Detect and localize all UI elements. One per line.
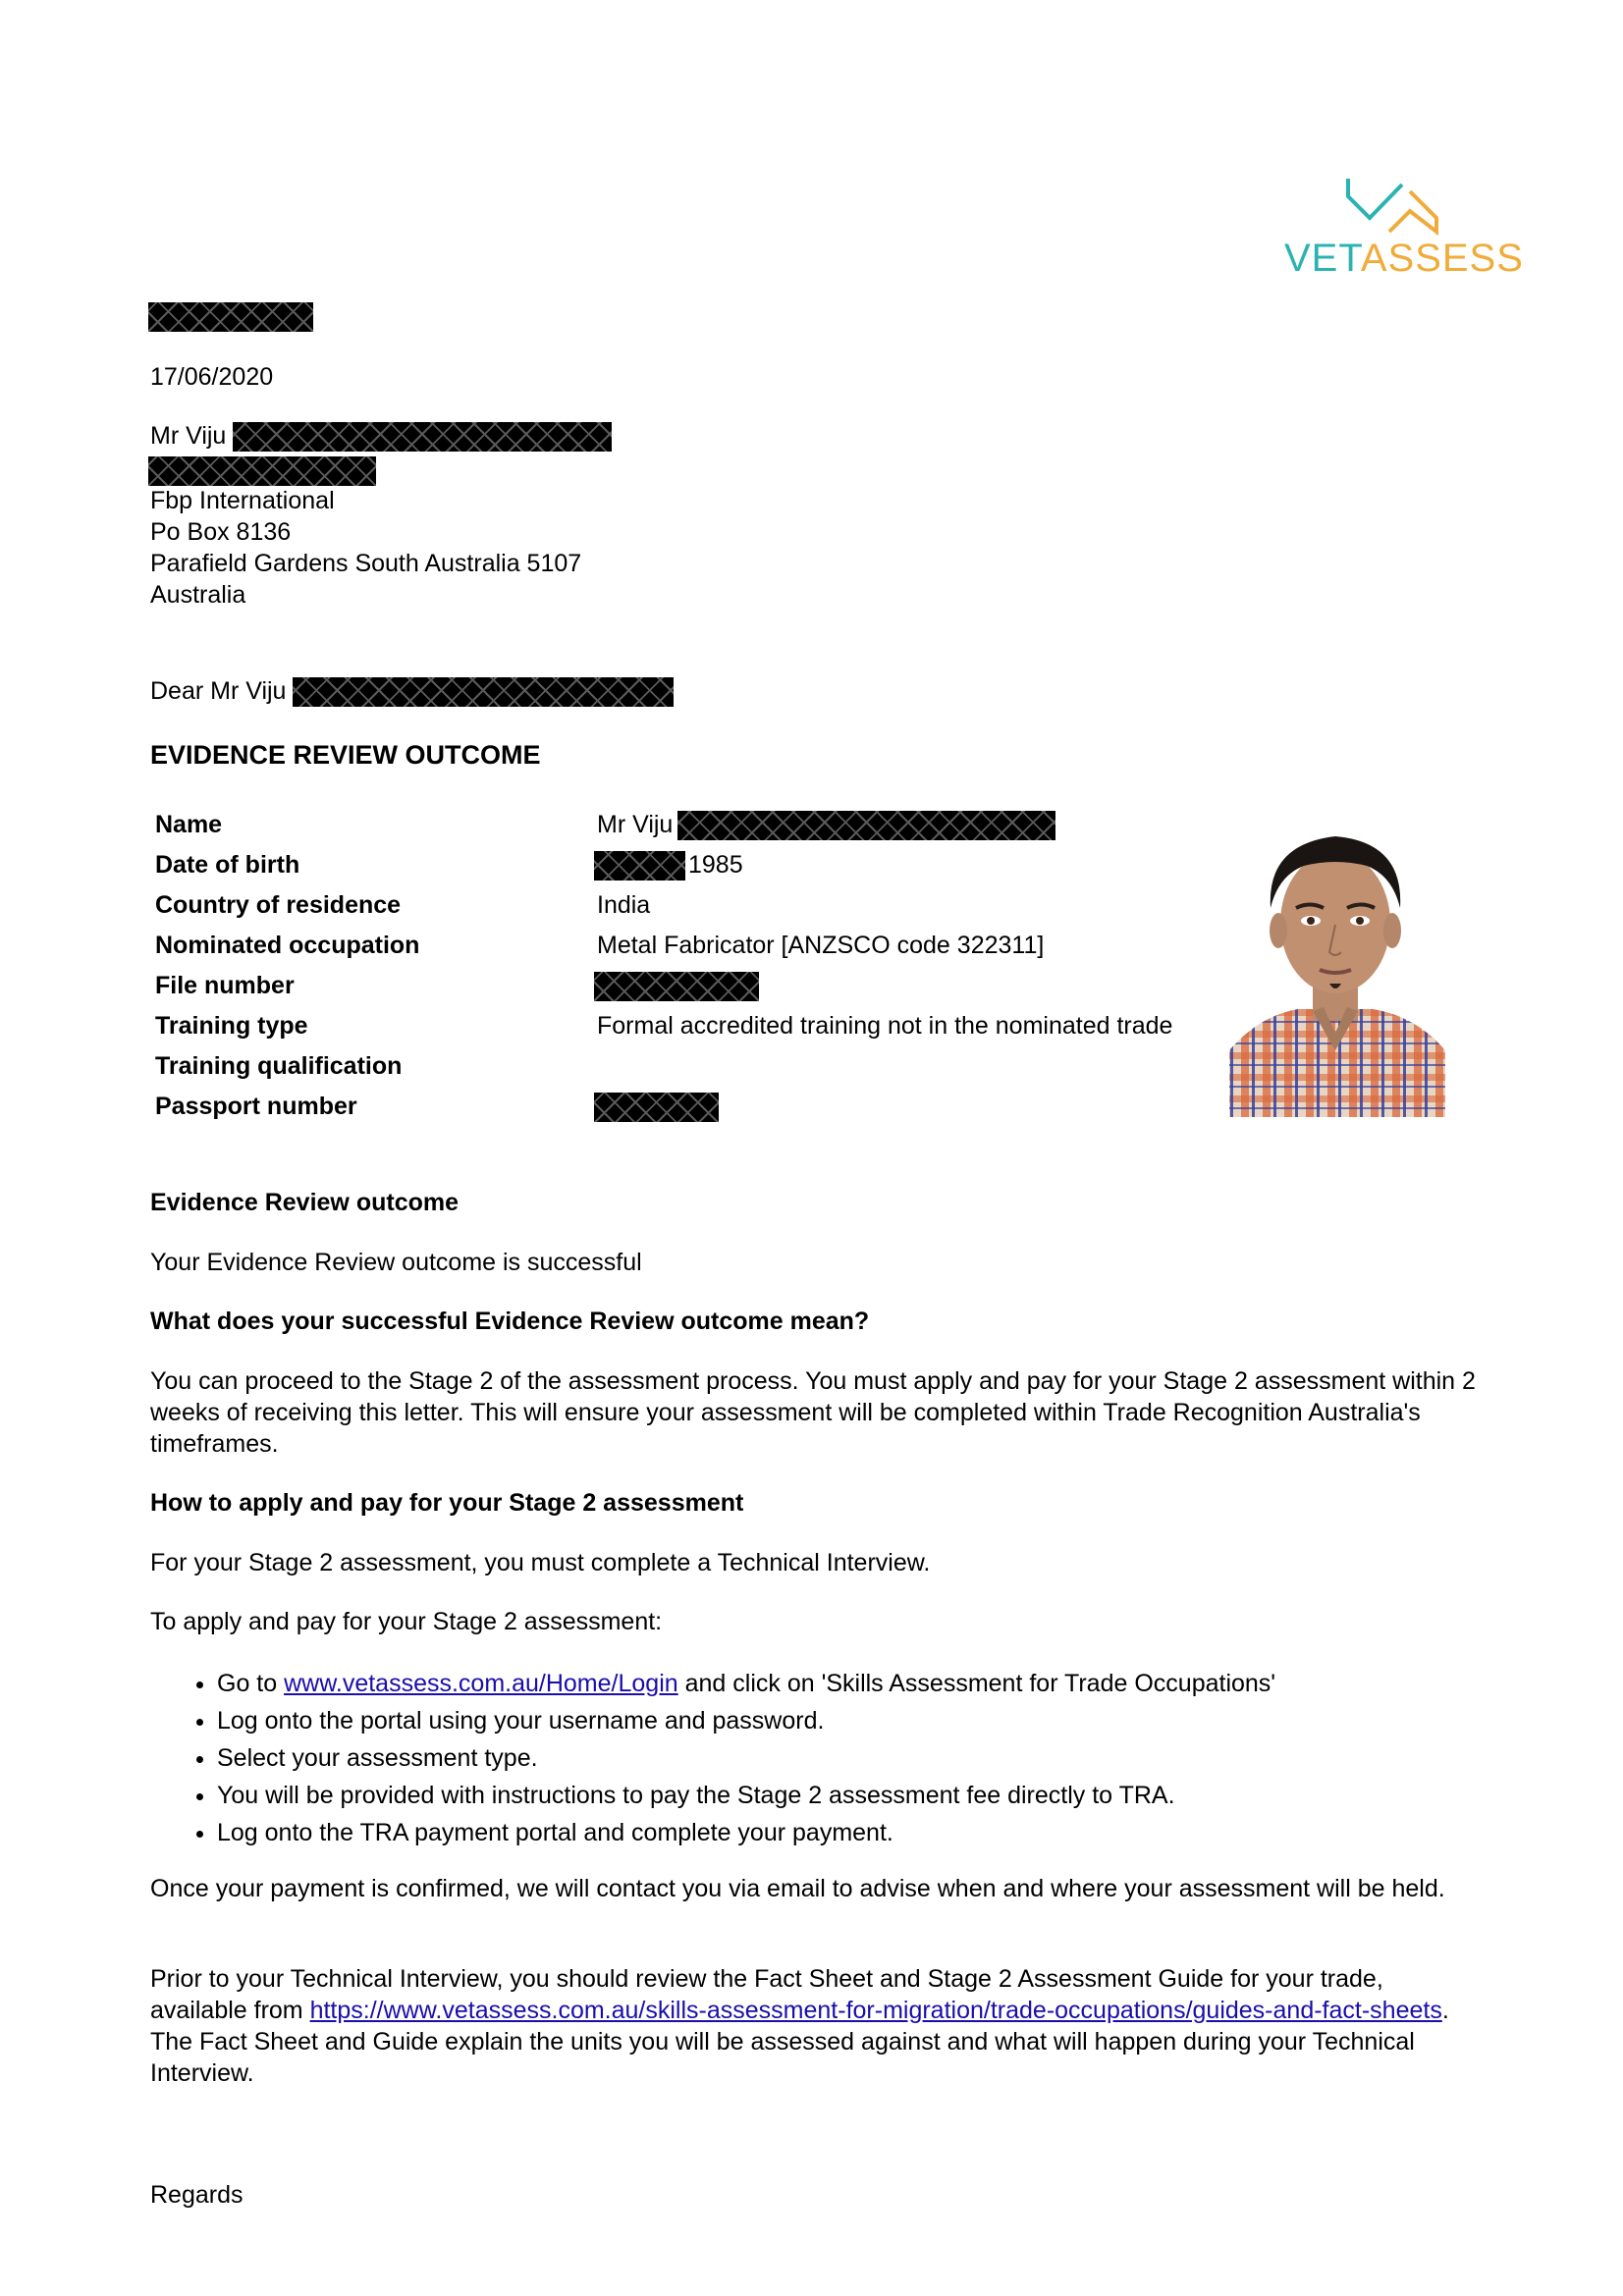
redacted-birth-date — [594, 851, 685, 881]
value-passport-number — [594, 1091, 719, 1122]
value-file-number — [594, 970, 759, 1001]
label-nominated-occupation: Nominated occupation — [155, 932, 420, 959]
salutation — [150, 675, 674, 707]
redacted-file-number — [594, 972, 759, 1001]
closing-regards: Regards — [150, 2181, 243, 2209]
person-portrait-icon — [1219, 815, 1451, 1117]
logo-text-vet: VET — [1284, 237, 1361, 280]
recipient-name — [150, 420, 612, 452]
label-training-qualification: Training qualification — [155, 1052, 403, 1080]
recipient-city: Parafield Gardens South Australia 5107 — [150, 550, 582, 577]
list-item: • Log onto the TRA payment portal and complete your payment. — [217, 1814, 1275, 1851]
label-country-of-residence: Country of residence — [155, 891, 402, 919]
list-item: • Go to www.vetassess.com.au/Home/Login and click on 'Skills Assessment for Trade Occupations' — [217, 1665, 1275, 1702]
prior-text: Prior to your Technical Interview, you should review the Fact Sheet and Stage 2 Assessment Guide for your trade, available from https://www.vetassess.com.au/skills-assessment-for-migration/trade-occupations/guides-and-fact-sheets. The Fact Sheet and Guide explain the units you will be assessed against and what will happen during your Technical Interview. — [150, 1965, 1449, 2087]
apply-text-intro: To apply and pay for your Stage 2 assessment: — [150, 1608, 663, 1635]
meaning-text: You can proceed to the Stage 2 of the assessment process. You must apply and pay for your Stage 2 assessment within 2 weeks of receiving this letter. This will ensure your assessment will be completed within Trade Recognition Australia's timeframes. — [150, 1367, 1476, 1458]
label-passport-number: Passport number — [155, 1093, 357, 1120]
recipient-country: Australia — [150, 581, 246, 609]
recipient-company: Fbp International — [150, 487, 335, 514]
redacted-surname — [293, 677, 674, 707]
value-date-of-birth: 1985 — [594, 849, 743, 881]
list-item: • Log onto the portal using your username and password. — [217, 1702, 1275, 1739]
recipient-po-box: Po Box 8136 — [150, 518, 292, 546]
value-country-of-residence: India — [597, 891, 651, 919]
redacted-reference — [148, 302, 313, 332]
list-item: • You will be provided with instructions to pay the Stage 2 assessment fee directly to TRA. — [217, 1777, 1275, 1814]
apply-heading: How to apply and pay for your Stage 2 assessment — [150, 1489, 744, 1517]
page-title: EVIDENCE REVIEW OUTCOME — [150, 740, 541, 770]
logo-chevron-icon — [1284, 175, 1490, 236]
list-item: • Select your assessment type. — [217, 1739, 1275, 1777]
label-training-type: Training type — [155, 1012, 308, 1040]
letter-date: 17/06/2020 — [150, 363, 274, 391]
vetassess-logo — [1284, 175, 1524, 283]
label-name: Name — [155, 811, 223, 838]
label-date-of-birth: Date of birth — [155, 851, 300, 879]
recipient-name-prefix: Mr Viju — [150, 422, 227, 450]
redacted-surname — [233, 422, 612, 452]
redacted-surname — [677, 811, 1055, 840]
value-training-type: Formal accredited training not in the nominated trade — [597, 1012, 1173, 1040]
label-file-number: File number — [155, 972, 295, 999]
meaning-heading: What does your successful Evidence Review outcome mean? — [150, 1308, 870, 1335]
outcome-heading: Evidence Review outcome — [150, 1189, 460, 1216]
apply-steps-list — [150, 1665, 1275, 1851]
value-nominated-occupation: Metal Fabricator [ANZSCO code 322311] — [597, 932, 1045, 959]
value-name: Mr Viju — [597, 809, 1055, 840]
logo-text-assess: ASSESS — [1360, 237, 1524, 280]
apply-text-interview: For your Stage 2 assessment, you must complete a Technical Interview. — [150, 1549, 931, 1576]
guides-and-fact-sheets-link[interactable]: https://www.vetassess.com.au/skills-assessment-for-migration/trade-occupations/guides-and-fact-sheets — [309, 1997, 1442, 2024]
redacted-address-line — [148, 456, 376, 486]
applicant-photo — [1219, 815, 1451, 1117]
outcome-text: Your Evidence Review outcome is successful — [150, 1249, 642, 1276]
vetassess-login-link[interactable]: www.vetassess.com.au/Home/Login — [284, 1670, 678, 1697]
redacted-passport-number — [594, 1093, 719, 1122]
salutation-text: Dear Mr Viju — [150, 677, 287, 705]
confirm-text: Once your payment is confirmed, we will contact you via email to advise when and where your assessment will be held. — [150, 1875, 1445, 1902]
